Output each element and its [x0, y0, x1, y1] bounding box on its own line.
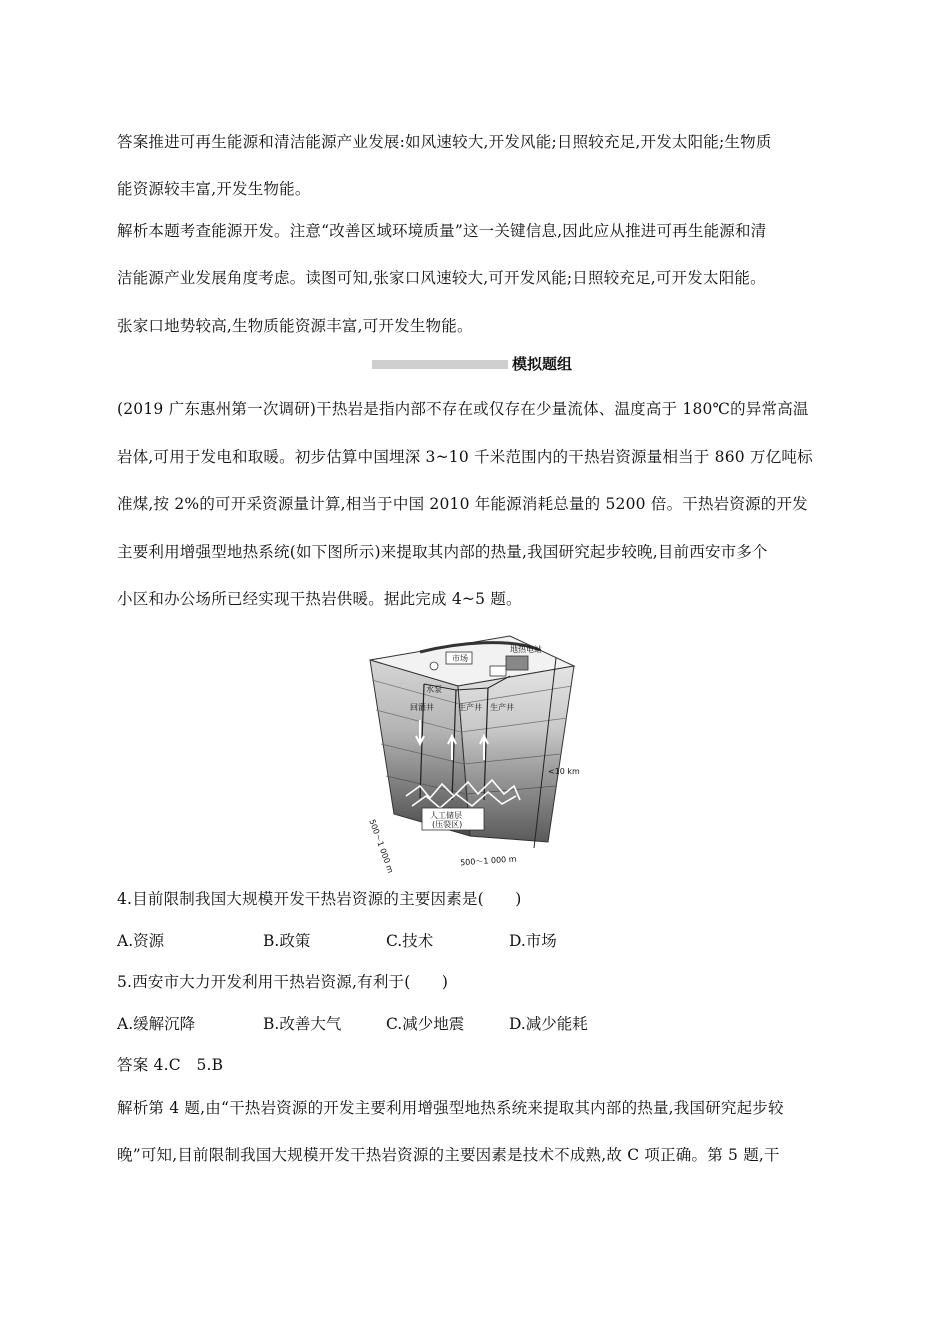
q5-option-d[interactable]: D.减少能耗 [509, 1015, 588, 1033]
label-depth: <10 km [548, 767, 580, 776]
q5-option-b[interactable]: B.改善大气 [263, 1015, 342, 1033]
q4-option-a[interactable]: A.资源 [117, 932, 165, 950]
answer-line: 答案 4.C 5.B [117, 1056, 224, 1074]
passage-line-1: (2019 广东惠州第一次调研)干热岩是指内部不存在或仅存在少量流体、温度高于 180℃的异常高温 [117, 400, 809, 418]
label-production-well-2: 生产井 [490, 703, 514, 712]
label-production-well-1: 生产井 [458, 703, 482, 712]
answer-line-2: 能资源较丰富,开发生物能。 [117, 180, 311, 198]
analysis-line-1: 解析本题考查能源开发。注意“改善区域环境质量”这一关键信息,因此应从推进可再生能源和清 [117, 222, 767, 240]
q5-option-a[interactable]: A.缓解沉降 [117, 1015, 196, 1033]
label-reservoir-1: 人工储层 [430, 811, 462, 820]
section-bar [372, 360, 508, 369]
q4-option-d[interactable]: D.市场 [509, 932, 557, 950]
label-pump: 水泵 [426, 685, 442, 694]
section-title: 模拟题组 [512, 355, 573, 373]
analysis2-line-1: 解析第 4 题,由“干热岩资源的开发主要利用增强型地热系统来提取其内部的热量,我国研究起步较 [117, 1099, 784, 1117]
q5-option-c[interactable]: C.减少地震 [386, 1015, 465, 1033]
diagram-svg [360, 628, 600, 874]
passage-line-2: 岩体,可用于发电和取暖。初步估算中国埋深 3~10 千米范围内的干热岩资源量相当于 860 万亿吨标 [117, 448, 813, 466]
analysis2-line-2: 晚”可知,目前限制我国大规模开发干热岩资源的主要因素是技术不成熟,故 C 项正确。第 5 题,干 [117, 1146, 780, 1164]
power-station-building [506, 656, 528, 670]
analysis-line-3: 张家口地势较高,生物质能资源丰富,可开发生物能。 [117, 317, 473, 335]
q4-option-b[interactable]: B.政策 [263, 932, 311, 950]
answer-line-1: 答案推进可再生能源和清洁能源产业发展:如风速较大,开发风能;日照较充足,开发太阳能;生物质 [117, 133, 772, 151]
analysis-line-2: 洁能源产业发展角度考虑。读图可知,张家口风速较大,可开发风能;日照较充足,可开发太阳能。 [117, 269, 766, 287]
geothermal-system-diagram [360, 628, 600, 874]
label-reservoir-2: (压裂区) [432, 820, 463, 829]
section-header [372, 354, 632, 374]
label-width-left: 500～1 000 m [367, 818, 396, 874]
label-station: 地热电站 [510, 645, 542, 654]
power-station-building [490, 666, 506, 676]
question-5-options [117, 1014, 837, 1034]
question-4-options [117, 931, 837, 951]
passage-line-4: 主要利用增强型地热系统(如下图所示)来提取其内部的热量,我国研究起步较晚,目前西安市多个 [117, 543, 768, 561]
label-injection-well: 回灌井 [410, 703, 434, 712]
q4-option-c[interactable]: C.技术 [386, 932, 434, 950]
label-width-bottom: 500～1 000 m [459, 854, 517, 868]
question-5-stem: 5.西安市大力开发利用干热岩资源,有利于( ) [117, 973, 449, 991]
label-market: 市场 [452, 654, 468, 663]
car-icon [430, 662, 438, 670]
passage-line-5: 小区和办公场所已经实现干热岩供暖。据此完成 4~5 题。 [117, 590, 522, 608]
passage-line-3: 准煤,按 2%的可开采资源量计算,相当于中国 2010 年能源消耗总量的 5200 倍。干热岩资源的开发 [117, 495, 808, 513]
question-4-stem: 4.目前限制我国大规模开发干热岩资源的主要因素是( ) [117, 890, 522, 908]
